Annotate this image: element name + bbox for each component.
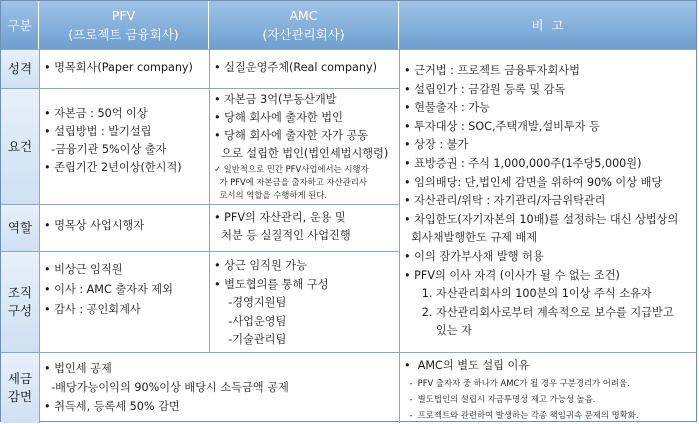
remarks-line: • PFV의 이사 자격 (이사가 될 수 없는 조건) (404, 268, 620, 282)
remarks-line: • 이의 잠가부사채 발행 허용 (404, 249, 544, 263)
remarks-amc-cell (399, 352, 696, 423)
row-label-tax-text-2: 감면 (7, 389, 33, 404)
row-label-nature (1, 49, 39, 88)
amc-role-line-2: 처분 등 실질적인 사업진행 (214, 229, 351, 242)
pfv-role-text: • 명목상 사업시행자 (44, 219, 145, 232)
header-pfv-subtitle: (프로젝트 금융회사) (68, 27, 179, 42)
pfv-tax-cell (39, 352, 399, 423)
header-pfv (39, 1, 209, 49)
amc-org-team-technical: -기술관리팀 (214, 333, 287, 346)
remarks-line: • 근거법 : 프로젝트 금융투자회사법 (404, 64, 580, 77)
row-label-organization (1, 251, 39, 352)
remarks-amc-note-1: - PFV 출자자 중 하나가 AMC가 될 경우 구분경리가 어려움. (404, 378, 630, 388)
pfv-org-staff: • 비상근 임직원 (44, 263, 123, 276)
pfv-req-method: • 설립방법 : 발기설립 (44, 125, 152, 138)
pfv-org-auditor: • 감사 : 공인회계사 (44, 303, 141, 316)
row-label-role (1, 204, 39, 251)
remarks-line: 2. 자산관리회사로부터 계속적으로 보수를 지급받고 (404, 305, 674, 319)
remarks-line: • 차입한도(자기자본의 10배)를 설정하는 대신 상법상의 (404, 212, 679, 226)
amc-role-line-1: • PFV의 자산관리, 운용 및 (214, 211, 346, 224)
pfv-requirements-cell (39, 88, 209, 204)
amc-req-joint-cont: 으로 설립한 법인(법인세법시행령) (214, 147, 389, 160)
header-remarks-label: 비 고 (531, 17, 564, 33)
remarks-amc-title: • AMC의 별도 설립 이유 (404, 359, 530, 372)
amc-role-cell (209, 204, 399, 251)
amc-req-note-2: 가 PFV에 자본금을 출자하고 자산관리사 (214, 177, 367, 187)
amc-organization-cell (209, 251, 399, 352)
pfv-req-capital: • 자본금 : 50억 이상 (44, 107, 148, 120)
remarks-line: 있는 자 (404, 324, 472, 338)
amc-org-team-operations: -사업운영팀 (214, 314, 287, 328)
row-label-tax (1, 352, 39, 423)
pfv-tax-corporate: • 법인세 공제 (44, 362, 112, 375)
pfv-req-financial: -금융기관 5%이상 출자 (44, 143, 167, 156)
remarks-main-cell (399, 49, 696, 352)
remarks-line: • 상장 : 불가 (404, 138, 469, 152)
pfv-nature-text: • 명목회사(Paper company) (44, 61, 193, 74)
pfv-req-duration: • 존립기간 2년이상(한시적) (44, 161, 182, 174)
row-label-requirements (1, 88, 39, 204)
amc-req-note-1: ✓ 일반적으로 민간 PFV사업에서는 시행자 (214, 164, 369, 174)
pfv-tax-acquisition: • 취득세, 등록세 50% 감면 (44, 400, 180, 413)
amc-req-joint: • 당해 회사에 출자한 자가 공동 (214, 129, 369, 142)
row-label-tax-text-1: 세금 (7, 371, 33, 386)
remarks-line: • 자산관리/위탁 : 자기관리/자금위탁관리 (404, 194, 606, 208)
amc-req-investor: • 당해 회사에 출자한 법인 (214, 111, 343, 124)
remarks-line: 1. 자산관리회사의 100분의 1이상 주식 소유자 (404, 287, 652, 301)
header-category (1, 1, 39, 49)
pfv-role-cell (39, 204, 209, 251)
remarks-line: • 투자대상 : SOC,주택개발,설비투자 등 (404, 119, 600, 133)
row-label-requirements-text: 요건 (7, 138, 33, 154)
remarks-amc-note-2: - 별도법인의 설립시 자금투명성 제고 가능성 높음. (404, 394, 596, 404)
pfv-tax-dividend: -배당가능이익의 90%이상 배당시 소득금액 공제 (44, 381, 289, 394)
header-pfv-title: PFV (111, 8, 136, 23)
amc-nature-cell (209, 49, 399, 88)
remarks-line: • 표방증권 : 주식 1,000,000주(1주당5,000원) (404, 156, 642, 170)
remarks-amc-note-3: - 프로젝트와 관련하여 발생하는 각종 책임귀속 문제의 명확화. (404, 410, 639, 420)
amc-org-staff: • 상근 임직원 가능 (214, 259, 307, 272)
amc-req-capital: • 자본금 3억(부동산개발 (214, 93, 337, 106)
row-label-organization-text-2: 구성 (7, 303, 33, 318)
remarks-line: • 임의배당: 단,법인세 감면을 위하여 90% 이상 배당 (404, 175, 663, 189)
amc-requirements-cell (209, 88, 399, 204)
amc-nature-text: • 실질운영주체(Real company) (214, 61, 377, 74)
header-amc (209, 1, 399, 49)
amc-org-team-management: -경영지원팀 (214, 296, 287, 309)
header-category-label: 구분 (7, 17, 32, 33)
row-label-organization-text-1: 조직 (7, 285, 33, 300)
remarks-line: • 설립인가 : 금감원 등록 및 감독 (404, 82, 566, 96)
remarks-line: 회사채발행한도 규제 배제 (404, 231, 538, 245)
header-remarks (399, 1, 696, 49)
pfv-nature-cell (39, 49, 209, 88)
row-label-nature-text: 성격 (7, 61, 33, 76)
row-label-role-text: 역할 (7, 220, 33, 235)
amc-req-note-3: 로서의 역할을 수행하게 된다. (214, 190, 328, 200)
pfv-organization-cell (39, 251, 209, 352)
pfv-org-director: • 이사 : AMC 출자자 제외 (44, 283, 173, 296)
remarks-line: • 현물출자 : 가능 (404, 101, 490, 115)
header-amc-subtitle: (자산관리회사) (262, 27, 345, 42)
amc-org-agreement: • 별도협의를 통해 구성 (214, 277, 329, 291)
header-amc-title: AMC (289, 8, 318, 23)
